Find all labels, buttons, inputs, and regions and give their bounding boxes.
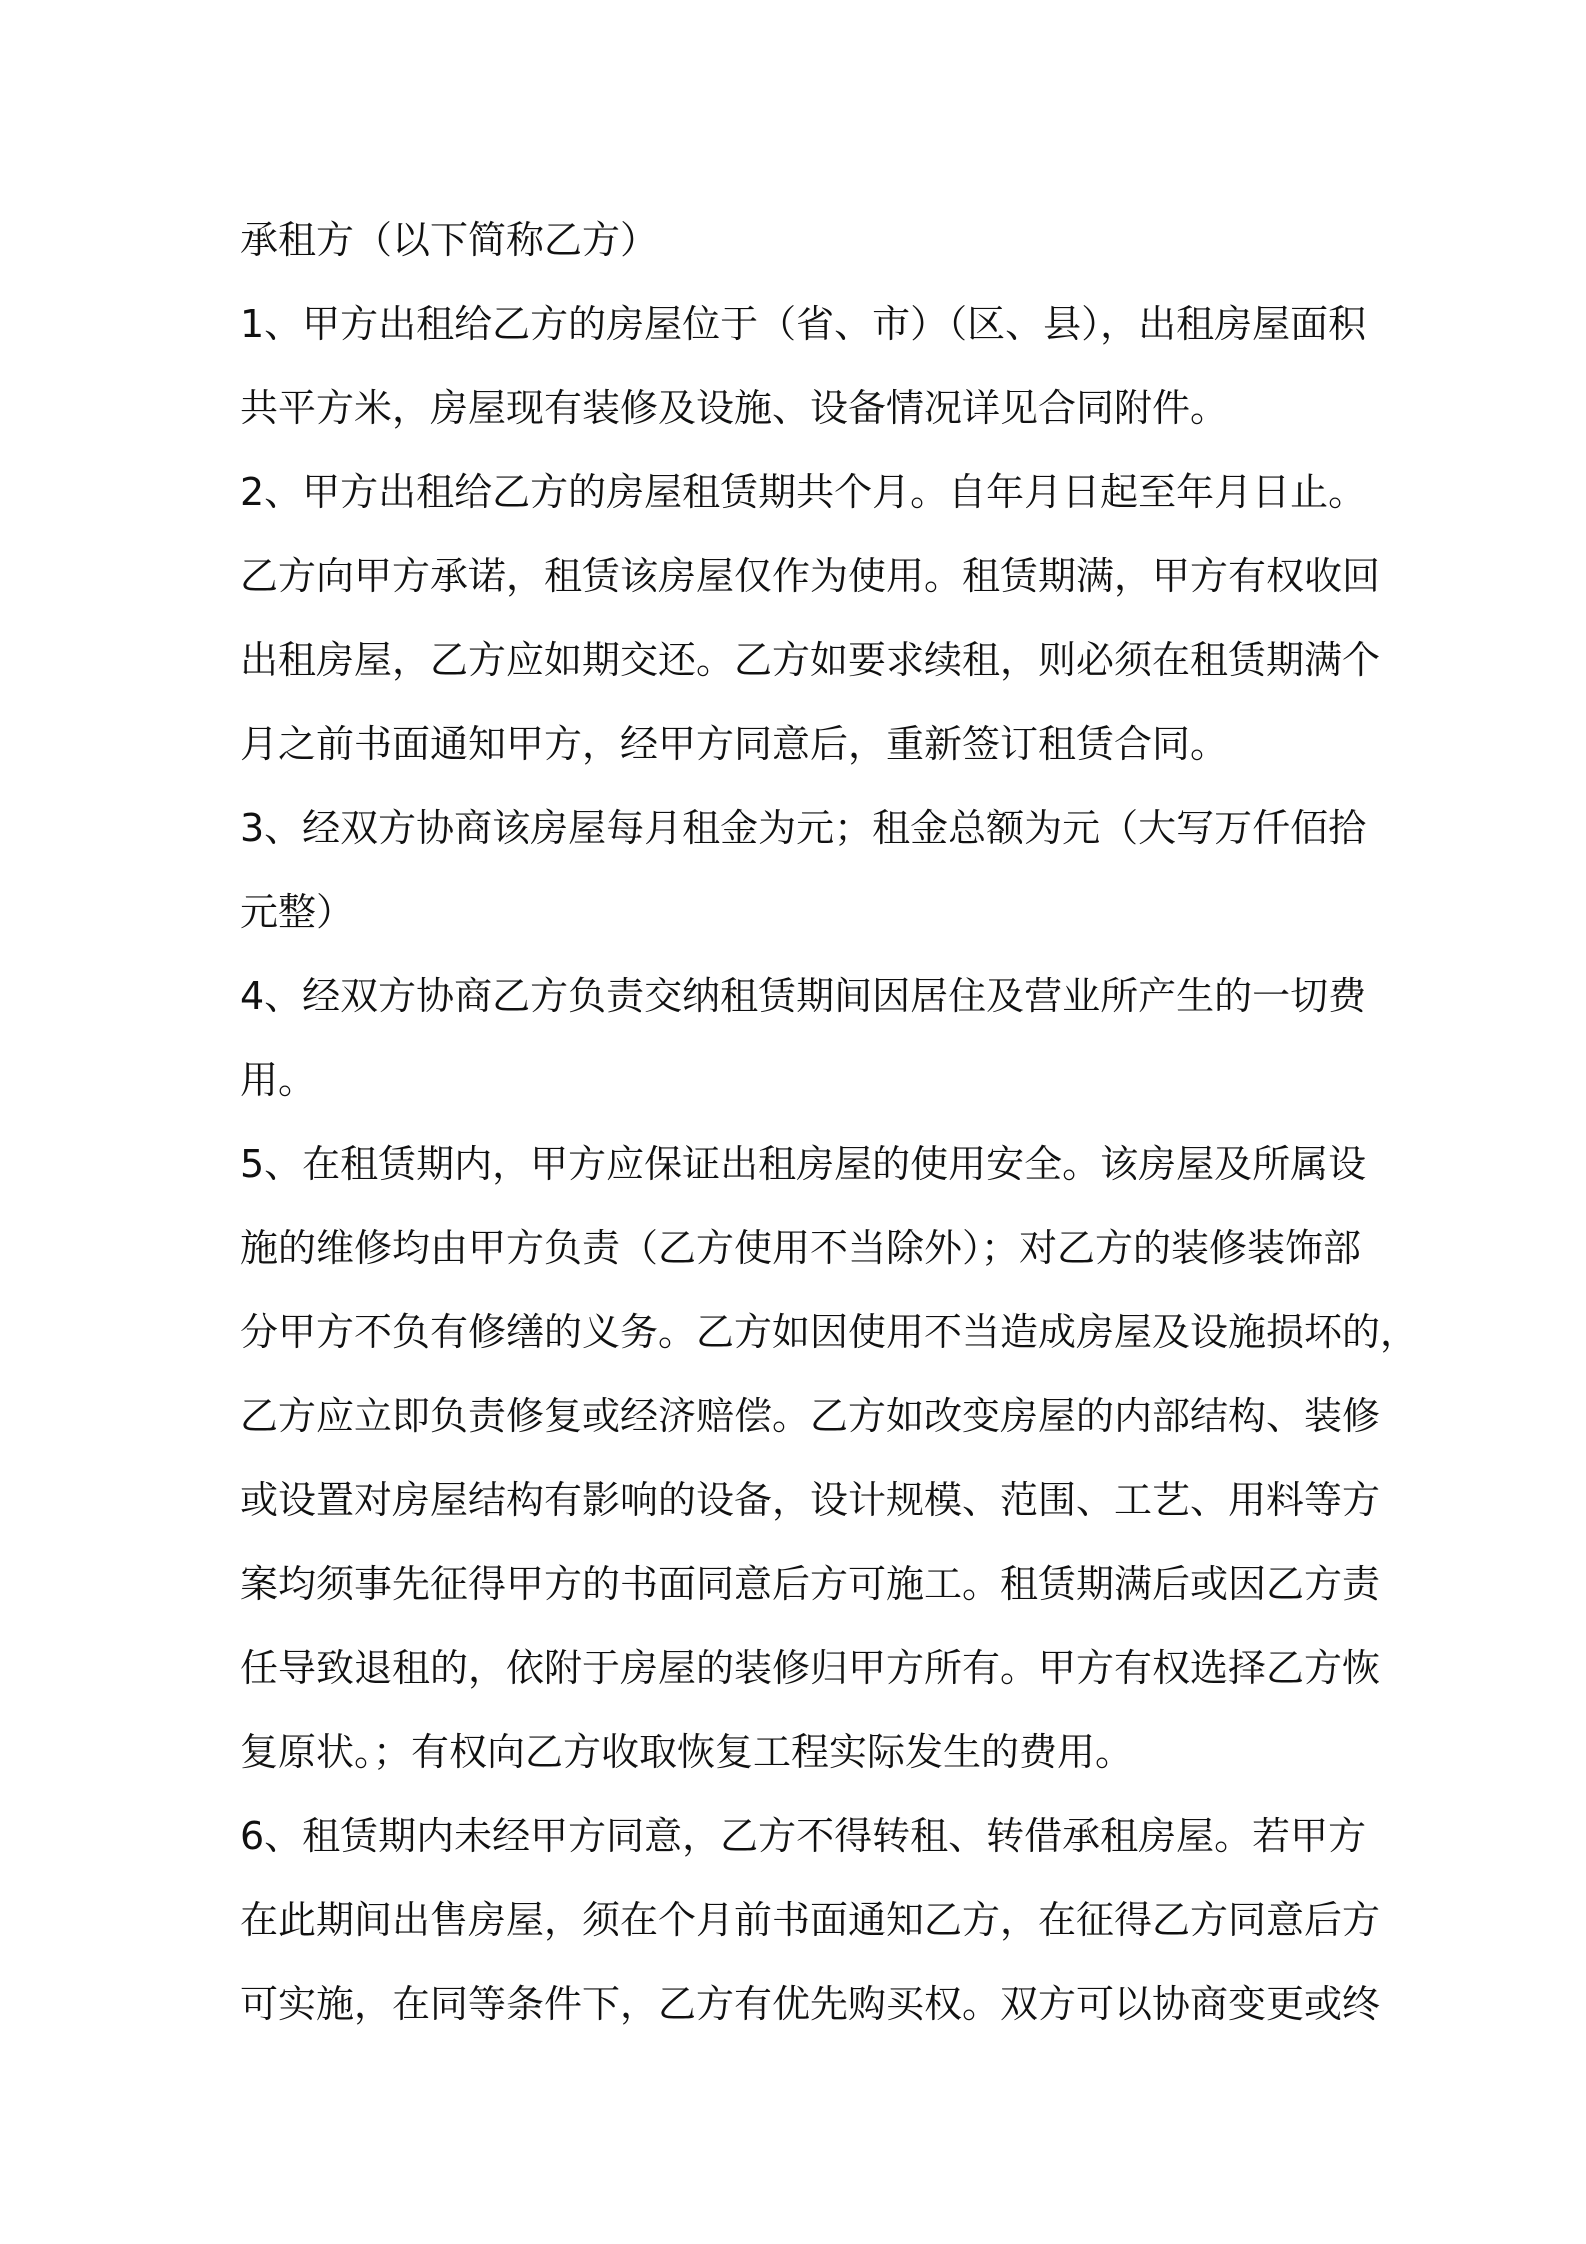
text-line: 5、在租赁期内，甲方应保证出租房屋的使用安全。该房屋及所属设 xyxy=(240,1142,1367,1186)
text-line: 用。 xyxy=(240,1058,317,1102)
text-line: 出租房屋，乙方应如期交还。乙方如要求续租，则必须在租赁期满个 xyxy=(240,638,1381,682)
text-line: 2、甲方出租给乙方的房屋租赁期共个月。自年月日起至年月日止。 xyxy=(240,470,1367,514)
text-line: 乙方向甲方承诺，租赁该房屋仅作为使用。租赁期满，甲方有权收回 xyxy=(240,554,1381,598)
text-line: 月之前书面通知甲方，经甲方同意后，重新签订租赁合同。 xyxy=(240,722,1229,766)
text-line: 或设置对房屋结构有影响的设备，设计规模、范围、工艺、用料等方 xyxy=(240,1478,1381,1522)
text-line: 3、经双方协商该房屋每月租金为元；租金总额为元（大写万仟佰拾 xyxy=(240,806,1367,850)
text-line: 分甲方不负有修缮的义务。乙方如因使用不当造成房屋及设施损坏的， xyxy=(240,1310,1419,1354)
text-line: 案均须事先征得甲方的书面同意后方可施工。租赁期满后或因乙方责 xyxy=(240,1562,1381,1606)
document-body xyxy=(240,198,1419,2046)
text-line: 施的维修均由甲方负责（乙方使用不当除外）；对乙方的装修装饰部 xyxy=(240,1226,1362,1270)
text-line: 任导致退租的，依附于房屋的装修归甲方所有。甲方有权选择乙方恢 xyxy=(240,1646,1381,1690)
text-line: 1、甲方出租给乙方的房屋位于（省、市）（区、县），出租房屋面积 xyxy=(240,302,1367,346)
text-line: 元整） xyxy=(240,890,355,934)
text-line: 6、租赁期内未经甲方同意，乙方不得转租、转借承租房屋。若甲方 xyxy=(240,1814,1367,1858)
text-line: 复原状。；有权向乙方收取恢复工程实际发生的费用。 xyxy=(240,1730,1134,1774)
text-line: 乙方应立即负责修复或经济赔偿。乙方如改变房屋的内部结构、装修 xyxy=(240,1394,1381,1438)
text-line: 4、经双方协商乙方负责交纳租赁期间因居住及营业所产生的一切费 xyxy=(240,974,1367,1018)
text-line: 承租方（以下简称乙方） xyxy=(240,218,659,262)
text-line: 可实施，在同等条件下，乙方有优先购买权。双方可以协商变更或终 xyxy=(240,1982,1381,2026)
text-line: 在此期间出售房屋，须在个月前书面通知乙方，在征得乙方同意后方 xyxy=(240,1898,1381,1942)
text-line: 共平方米，房屋现有装修及设施、设备情况详见合同附件。 xyxy=(240,386,1229,430)
